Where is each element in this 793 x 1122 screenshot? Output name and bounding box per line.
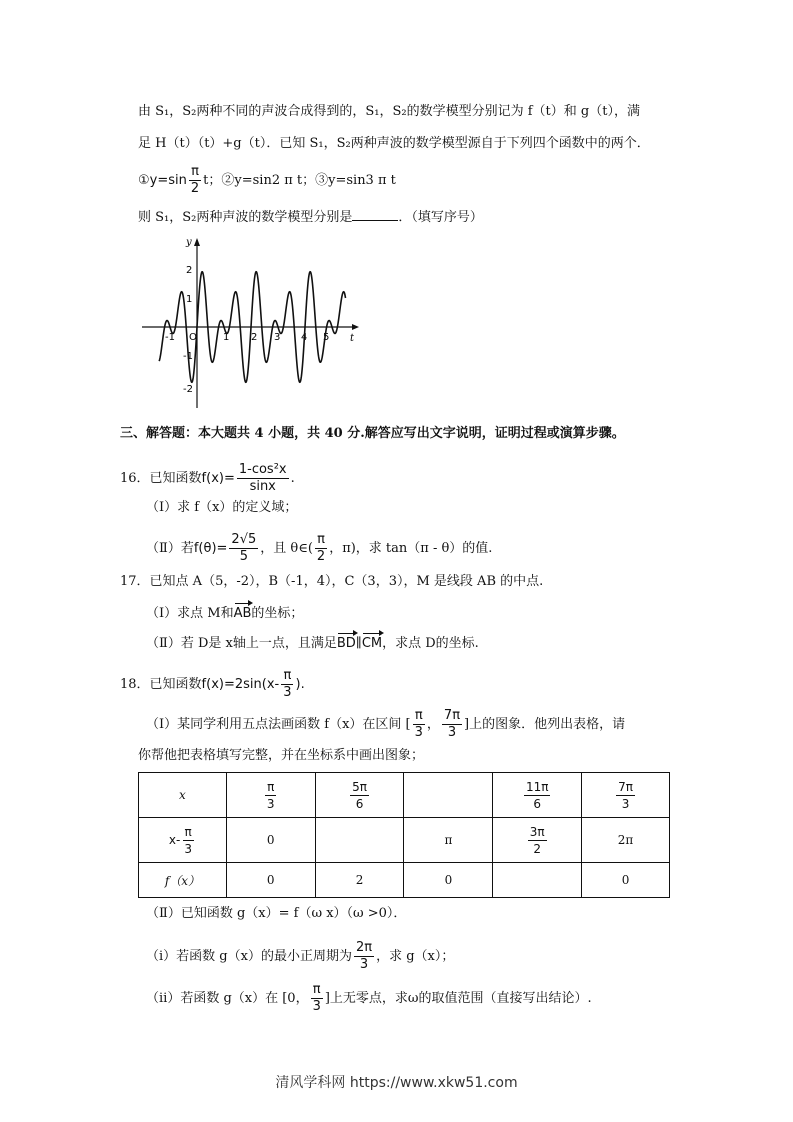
question-suffix: ．（填写序号） bbox=[398, 210, 483, 225]
q16-part-2 bbox=[146, 532, 492, 565]
answer-blank[interactable] bbox=[352, 208, 398, 221]
wave-graph bbox=[140, 232, 365, 412]
fraction-numerator: 7π bbox=[443, 708, 461, 723]
q16-func-name: f(x)= bbox=[201, 471, 235, 486]
interval-separator: ， bbox=[426, 717, 440, 732]
q16-part2-mid: ，且 θ∈( bbox=[260, 541, 313, 556]
origin-label: O bbox=[189, 332, 197, 343]
five-point-table bbox=[138, 772, 670, 898]
row-label-x: x bbox=[139, 773, 227, 818]
q17-part2-prefix: （Ⅱ）若 D是 x轴上一点，且满足 bbox=[146, 636, 337, 651]
fraction-denominator: 2 bbox=[190, 181, 200, 196]
y-tick-neg2: -2 bbox=[183, 384, 193, 395]
table-cell-empty[interactable] bbox=[404, 773, 493, 818]
fraction-numerator: π bbox=[317, 532, 325, 547]
table-cell[interactable] bbox=[226, 773, 315, 818]
fraction-denominator: 2 bbox=[533, 841, 542, 856]
fraction-numerator: π bbox=[283, 668, 292, 683]
fraction-denominator: 2 bbox=[316, 549, 326, 564]
y-axis-arrow bbox=[194, 238, 200, 246]
x-tick-2: 2 bbox=[251, 332, 258, 343]
table-cell[interactable]: 0 bbox=[226, 863, 315, 898]
fraction-denominator: 3 bbox=[447, 725, 457, 740]
table-row-phase bbox=[139, 818, 670, 863]
q16-interval-fraction bbox=[315, 532, 327, 565]
q18-func-close: ). bbox=[295, 677, 305, 692]
fraction-denominator: sinx bbox=[249, 479, 276, 494]
section-heading: 三、解答题：本大题共 4 小题，共 40 分.解答应写出文字说明，证明过程或演算步骤。 bbox=[120, 426, 625, 441]
fraction-denominator: 3 bbox=[312, 999, 321, 1014]
table-cell[interactable] bbox=[582, 773, 670, 818]
q17-part-2 bbox=[146, 634, 479, 654]
q18-part-1-line-2: 你帮他把表格填写完整，并在坐标系中画出图象； bbox=[138, 748, 425, 763]
t-axis-arrow bbox=[352, 324, 359, 330]
vector-ab: AB bbox=[234, 604, 252, 624]
fraction-denominator: 3 bbox=[266, 796, 275, 811]
t-axis-label: t bbox=[350, 333, 355, 344]
intro-line-1: 由 S₁，S₂两种不同的声波合成得到的，S₁，S₂的数学模型分别记为 f（t）和 g（t），满 bbox=[138, 104, 640, 119]
fraction-denominator: 3 bbox=[283, 685, 292, 700]
intro-question bbox=[138, 208, 483, 228]
footer-watermark: 清风学科网 https://www.xkw51.com bbox=[275, 1075, 518, 1091]
fraction-numerator: 5π bbox=[352, 779, 367, 794]
q16-part2-suffix: ，π)，求 tan（π - θ）的值. bbox=[329, 541, 493, 556]
fraction-numerator: π bbox=[414, 708, 423, 723]
q17-part1-suffix: 的坐标； bbox=[251, 606, 304, 621]
q18-sub-2 bbox=[146, 982, 592, 1015]
table-cell-empty[interactable] bbox=[315, 818, 404, 863]
fraction-denominator: 3 bbox=[621, 796, 630, 811]
table-cell-empty[interactable] bbox=[493, 863, 582, 898]
fraction-numerator: π bbox=[184, 824, 192, 839]
q16-part2-func: f(θ)= bbox=[193, 541, 228, 556]
x-tick-4: 4 bbox=[301, 332, 308, 343]
q18-stem bbox=[120, 668, 305, 701]
fraction-denominator: 3 bbox=[414, 725, 423, 740]
x-tick-5: 5 bbox=[323, 332, 330, 343]
q16-period: . bbox=[290, 471, 295, 486]
q18-sub2-suffix: ]上无零点，求ω的取值范围（直接写出结论）. bbox=[324, 991, 592, 1006]
option-1-fraction bbox=[189, 164, 201, 197]
interval-end-fraction bbox=[442, 708, 462, 741]
fraction-denominator: 5 bbox=[239, 549, 248, 564]
q17-part-1 bbox=[146, 604, 303, 624]
fraction-numerator: π bbox=[191, 164, 199, 179]
q18-part1-suffix: ]上的图象．他列出表格，请 bbox=[464, 717, 626, 732]
phase-label-prefix: x- bbox=[168, 832, 181, 847]
option-1-rest: t；②y=sin2 π t；③y=sin3 π t bbox=[203, 173, 396, 188]
table-cell[interactable] bbox=[493, 773, 582, 818]
q18-sub-1 bbox=[146, 940, 454, 973]
period-fraction bbox=[354, 940, 374, 973]
q17-part2-suffix: ，求点 D的坐标. bbox=[382, 636, 479, 651]
vector-bd: BD bbox=[337, 634, 356, 654]
q16-stem bbox=[120, 462, 295, 495]
row-label-phase bbox=[139, 818, 227, 863]
row-label-fx: f（x） bbox=[139, 863, 227, 898]
x-tick-1: 1 bbox=[223, 332, 230, 343]
q18-func-fraction bbox=[281, 668, 293, 701]
y-axis-label: y bbox=[186, 237, 192, 248]
q16-label: 16．已知函数 bbox=[120, 471, 202, 486]
option-1-prefix: ①y=sin bbox=[138, 173, 187, 188]
fraction-numerator: π bbox=[267, 779, 275, 794]
parallel-symbol: ∥ bbox=[355, 636, 362, 651]
fraction-numerator: 2π bbox=[355, 940, 373, 955]
q17-part1-prefix: （Ⅰ）求点 M和 bbox=[146, 606, 234, 621]
q16-part2-fraction bbox=[229, 532, 258, 565]
q18-label: 18．已知函数 bbox=[120, 677, 202, 692]
fraction-numerator: 2√5 bbox=[231, 532, 257, 547]
interval-fraction bbox=[311, 982, 323, 1015]
table-cell[interactable] bbox=[315, 773, 404, 818]
fraction-numerator: 3π bbox=[529, 824, 545, 839]
fraction-denominator: 6 bbox=[533, 796, 542, 811]
table-cell[interactable]: 0 bbox=[226, 818, 315, 863]
q18-part-1 bbox=[146, 708, 625, 741]
y-tick-neg1: -1 bbox=[183, 351, 193, 362]
question-text: 则 S₁，S₂两种声波的数学模型分别是 bbox=[138, 210, 353, 225]
table-row-fx bbox=[139, 863, 670, 898]
table-cell[interactable]: 0 bbox=[582, 863, 670, 898]
table-cell[interactable]: 2π bbox=[582, 818, 670, 863]
table-cell[interactable]: 0 bbox=[404, 863, 493, 898]
q18-sub1-suffix: ，求 g（x）； bbox=[376, 949, 455, 964]
q18-part-2: （Ⅱ）已知函数 g（x）= f（ω x）（ω >0）． bbox=[146, 906, 407, 921]
q18-sub1-prefix: （ⅰ）若函数 g（x）的最小正周期为 bbox=[146, 949, 352, 964]
interval-start-fraction bbox=[413, 708, 425, 741]
fraction-numerator: 1-cos²x bbox=[238, 462, 287, 477]
fraction-denominator: 3 bbox=[359, 957, 369, 972]
vector-cm: CM bbox=[362, 634, 382, 654]
fraction-denominator: 3 bbox=[184, 841, 192, 856]
q18-sub2-prefix: （ⅱ）若函数 g（x）在 [0， bbox=[146, 991, 309, 1006]
fraction-numerator: π bbox=[312, 982, 321, 997]
intro-options bbox=[138, 164, 396, 197]
x-tick-neg1: -1 bbox=[165, 332, 175, 343]
q16-fraction bbox=[237, 462, 289, 495]
y-tick-2: 2 bbox=[186, 265, 193, 276]
table-row-x bbox=[139, 773, 670, 818]
q16-part-1: （Ⅰ）求 f（x）的定义域； bbox=[146, 500, 298, 515]
fraction-numerator: 7π bbox=[618, 779, 633, 794]
y-tick-1: 1 bbox=[186, 294, 193, 305]
fraction-denominator: 6 bbox=[355, 796, 364, 811]
table-cell[interactable]: 2 bbox=[315, 863, 404, 898]
table-cell[interactable] bbox=[493, 818, 582, 863]
table-cell[interactable]: π bbox=[404, 818, 493, 863]
q17-stem: 17．已知点 A（5，-2），B（-1，4），C（3，3），M 是线段 AB 的中点. bbox=[120, 574, 544, 589]
x-tick-3: 3 bbox=[274, 332, 281, 343]
q16-part2-prefix: （Ⅱ）若 bbox=[146, 541, 194, 556]
intro-line-2: 足 H（t）（t）+g（t）．已知 S₁，S₂两种声波的数学模型源自于下列四个函数中的两个． bbox=[138, 136, 650, 151]
q18-func: f(x)=2sin(x- bbox=[201, 677, 280, 692]
q18-part1-prefix: （Ⅰ）某同学利用五点法画函数 f（x）在区间 [ bbox=[146, 717, 411, 732]
fraction-numerator: 11π bbox=[525, 779, 549, 794]
